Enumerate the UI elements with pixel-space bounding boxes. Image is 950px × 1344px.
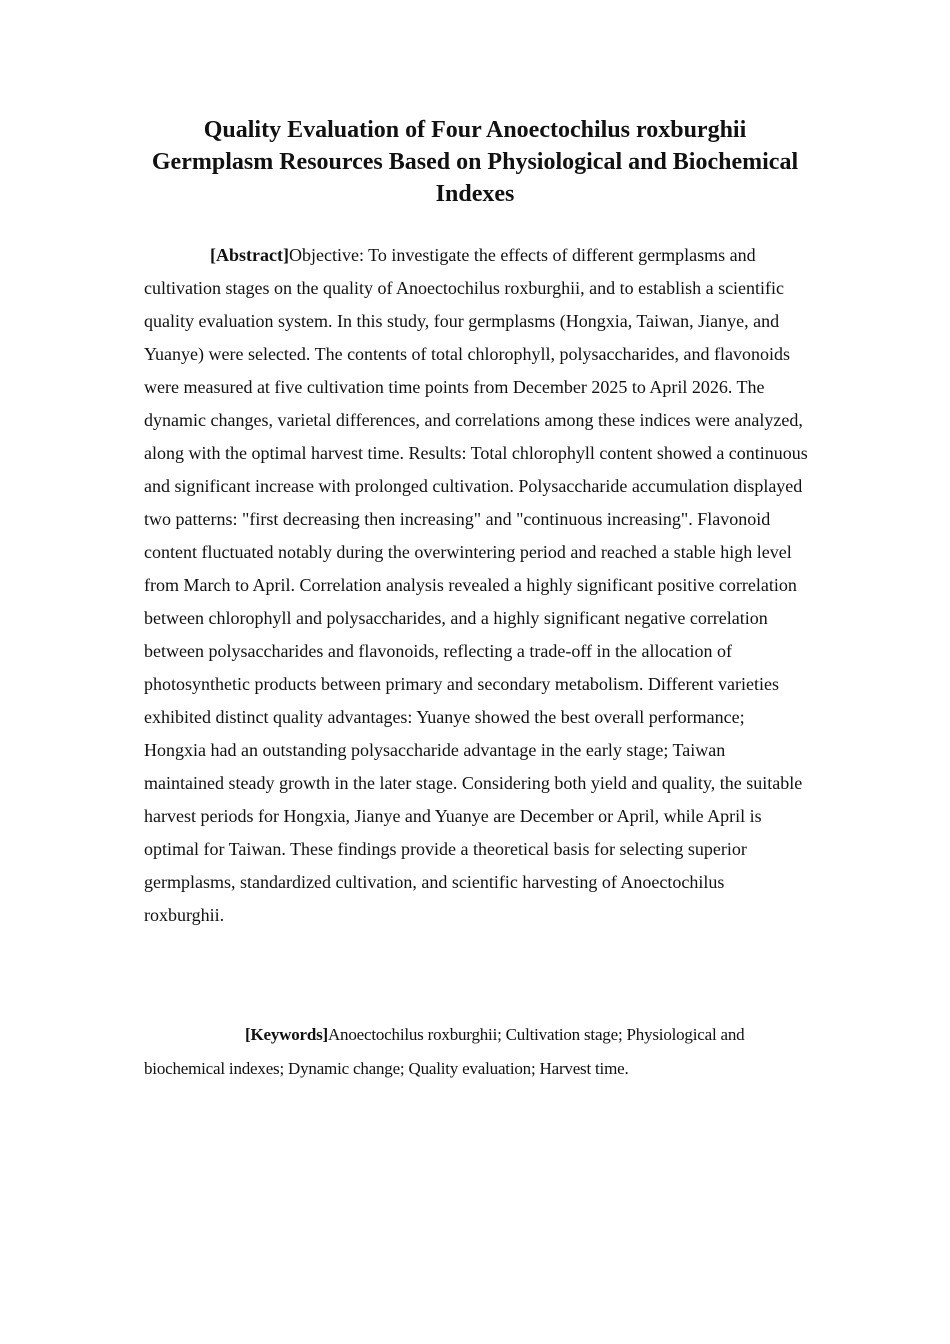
- keywords-label: [Keywords]: [245, 1025, 328, 1044]
- keywords-paragraph: [144, 1018, 808, 1086]
- keywords-text: Anoectochilus roxburghii; Cultivation stage; Physiological and biochemical indexes; Dynamic change; Quality evaluation; Harvest time.: [144, 1025, 745, 1078]
- paper-title: Quality Evaluation of Four Anoectochilus roxburghii Germplasm Resources Based on Physiological and Biochemical Indexes: [151, 117, 799, 207]
- abstract-label: [Abstract]: [210, 245, 289, 265]
- abstract-paragraph: [144, 239, 808, 932]
- abstract-text: Objective: To investigate the effects of different germplasms and cultivation stages on the quality of Anoectochilus roxburghii, and to establish a scientific quality evaluation system. In this study, four germplasms (Hongxia, Taiwan, Jianye, and Yuanye) were selected. The contents of total chlorophyll, polysaccharides, and flavonoids were measured at five cultivation time points from December 2025 to April 2026. The dynamic changes, varietal differences, and correlations among these indices were analyzed, along with the optimal harvest time. Results: Total chlorophyll content showed a continuous and significant increase with prolonged cultivation. Polysaccharide accumulation displayed two patterns: "first decreasing then increasing" and "continuous increasing". Flavonoid content fluctuated notably during the overwintering period and reached a stable high level from March to April. Correlation analysis revealed a highly significant positive correlation between chlorophyll and polysaccharides, and a highly significant negative correlation between polysaccharides and flavonoids, reflecting a trade-off in the allocation of photosynthetic products between primary and secondary metabolism. Different varieties exhibited distinct quality advantages: Yuanye showed the best overall performance; Hongxia had an outstanding polysaccharide advantage in the early stage; Taiwan maintained steady growth in the later stage. Considering both yield and quality, the suitable harvest periods for Hongxia, Jianye and Yuanye are December or April, while April is optimal for Taiwan. These findings provide a theoretical basis for selecting superior germplasms, standardized cultivation, and scientific harvesting of Anoectochilus roxburghii.: [144, 245, 808, 925]
